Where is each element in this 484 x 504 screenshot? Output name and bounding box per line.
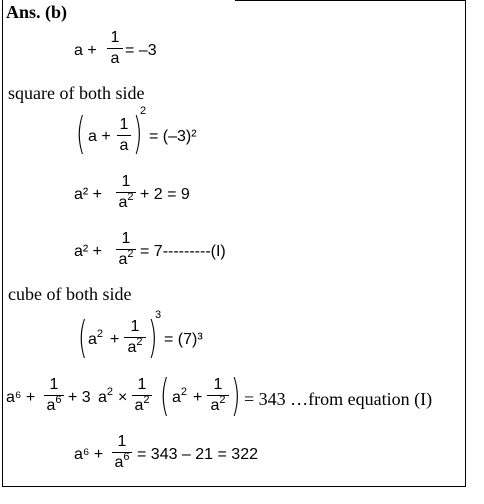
eq4-fraction: 1 $a^2$ xyxy=(116,230,136,270)
eq2-fraction: 1 a xyxy=(117,116,131,155)
eq6-fraction-2: 1 $a^2$ xyxy=(132,376,152,416)
eq5-exponent: 3 xyxy=(155,309,162,321)
eq1-rhs: = –3 xyxy=(125,42,157,59)
eq5-left-paren: ( xyxy=(78,312,88,363)
eq7-fraction: 1 $a^6$ xyxy=(112,433,132,473)
eq7-rhs: = 343 – 21 = 322 xyxy=(137,446,258,463)
eq6-times: × xyxy=(118,389,128,406)
eq5-rhs: = (7)³ xyxy=(164,331,203,348)
eq5-plus: + xyxy=(110,331,120,348)
answer-heading: Ans. (b) xyxy=(6,2,68,22)
eq6-right-paren: ) xyxy=(231,370,241,421)
text-square-both-side: square of both side xyxy=(8,83,145,103)
eq2-exponent: 2 xyxy=(140,105,147,117)
eq1-fraction: 1 a xyxy=(107,29,123,68)
eq6-inner-plus: + xyxy=(193,389,203,406)
eq6-a-squared: $a^2$ xyxy=(98,386,114,406)
eq6-left-paren: ( xyxy=(160,370,170,421)
text-cube-both-side: cube of both side xyxy=(8,284,132,304)
eq7-lhs: a⁶ + xyxy=(74,446,104,463)
eq2-left-paren: ( xyxy=(76,108,86,159)
eq1-lhs: a + xyxy=(74,42,97,59)
eq2-right-paren: ) xyxy=(133,108,143,159)
eq5-a: $a^2$ xyxy=(88,328,104,348)
box-top-border xyxy=(235,0,465,1)
eq3-fraction: 1 $a^2$ xyxy=(116,173,136,213)
eq3-rhs: + 2 = 9 xyxy=(140,186,190,203)
eq6-fraction-3: 1 $a^2$ xyxy=(207,376,229,416)
eq5-right-paren: ) xyxy=(148,312,158,363)
eq4-lhs: a² + xyxy=(74,243,103,260)
eq2-rhs: = (–3)² xyxy=(149,128,197,145)
eq6-fraction-1: 1 $a^6$ xyxy=(44,376,64,416)
eq6-inner-a: $a^2$ xyxy=(172,386,188,406)
eq4-rhs: = 7---------(I) xyxy=(140,243,226,260)
eq5-fraction: 1 $a^2$ xyxy=(124,318,146,358)
eq6-rhs: = 343 …from equation (I) xyxy=(244,389,433,409)
eq3-lhs: a² + xyxy=(74,186,103,203)
eq6-plus-3: + 3 xyxy=(68,389,91,406)
eq6-lhs: a⁶ + xyxy=(6,389,36,406)
eq2-inner: a + xyxy=(88,128,111,145)
